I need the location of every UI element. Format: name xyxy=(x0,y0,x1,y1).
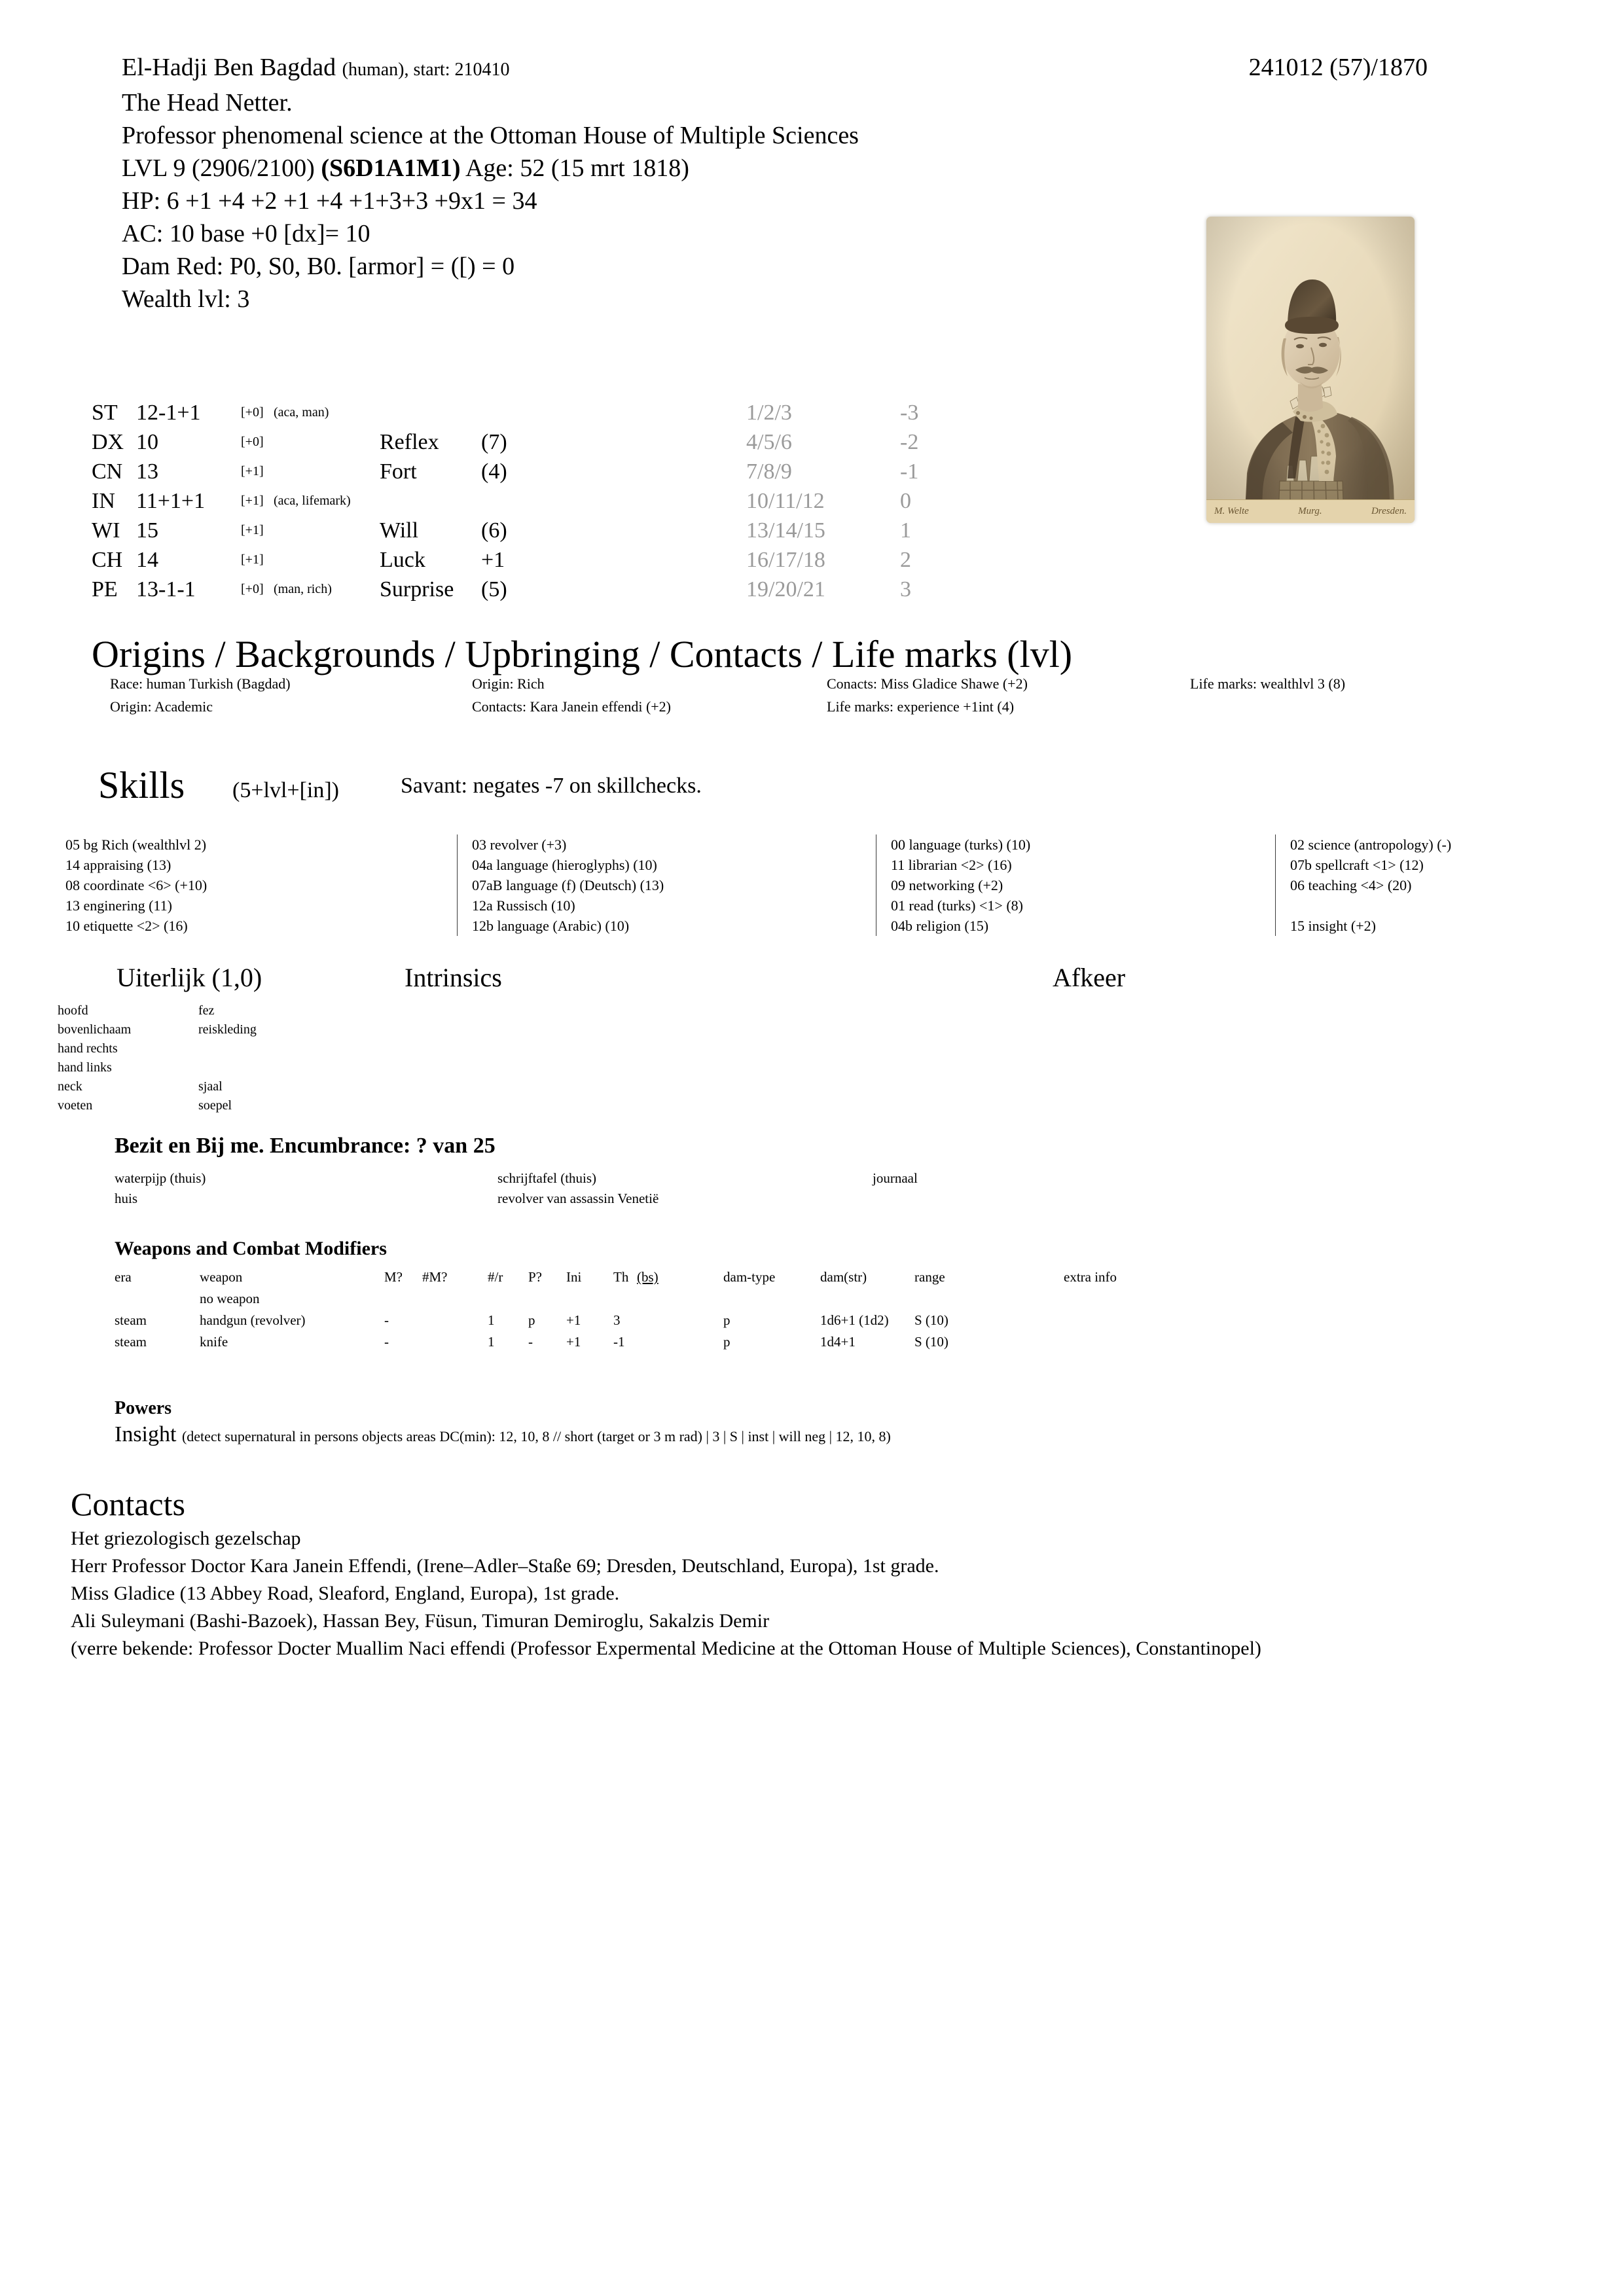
character-occupation: Professor phenomenal science at the Ottoman House of Multiple Sciences xyxy=(122,122,859,149)
equipment-slot-row xyxy=(58,1001,516,1020)
contact-line: Ali Suleymani (Bashi-Bazoek), Hassan Bey, Füsun, Timuran Demiroglu, Sakalzis Demir xyxy=(71,1610,770,1632)
level-prefix: LVL 9 (2906/2100) xyxy=(122,154,315,182)
stat-range: 13/14/15 xyxy=(746,518,825,543)
afkeer-heading: Afkeer xyxy=(1053,963,1126,992)
equipment-slot-list xyxy=(58,1001,516,1115)
stat-bonus: -3 xyxy=(900,401,919,425)
stat-bonus: 1 xyxy=(900,518,911,543)
stat-modifier: [+1] xyxy=(241,523,264,537)
col-header-th: Th xyxy=(613,1269,629,1285)
stat-range: 1/2/3 xyxy=(746,401,792,425)
cell-dam-type: p xyxy=(723,1312,731,1328)
contacts-heading: Contacts xyxy=(71,1486,185,1522)
weapons-table-row xyxy=(115,1331,1227,1353)
stat-range: 19/20/21 xyxy=(746,577,825,601)
equipment-slot-row xyxy=(58,1077,516,1096)
damage-reduction: Dam Red: P0, S0, B0. [armor] = ([) = 0 xyxy=(122,253,515,280)
skill-item: 07b spellcraft <1> (12) xyxy=(1290,857,1424,873)
stat-note: (aca, lifemark) xyxy=(274,493,351,508)
skill-item: 05 bg Rich (wealthlvl 2) xyxy=(65,836,207,853)
slot-item: sjaal xyxy=(198,1079,223,1094)
skills-columns xyxy=(51,834,1583,936)
character-name-suffix: (human), start: 210410 xyxy=(342,60,510,80)
stat-value: 10 xyxy=(136,430,158,454)
col-header-per-round: #/r xyxy=(488,1269,503,1285)
stat-row xyxy=(92,486,1139,516)
skill-item: 15 insight (+2) xyxy=(1290,918,1376,934)
skill-item: 08 coordinate <6> (+10) xyxy=(65,877,208,893)
stat-bonus: -1 xyxy=(900,459,919,484)
col-header-era: era xyxy=(115,1269,132,1285)
save-label: Luck xyxy=(380,548,425,572)
cell-weapon: no weapon xyxy=(200,1291,260,1306)
skill-item: 07aB language (f) (Deutsch) (13) xyxy=(472,877,664,893)
power-detail: (detect supernatural in persons objects areas DC(min): 12, 10, 8 // short (target or 3 m rad) | 3 | S | inst | will neg | 12, 10, 8) xyxy=(181,1428,891,1444)
col-header-bs: (bs) xyxy=(637,1269,659,1285)
possession-item: huis xyxy=(115,1191,138,1206)
origins-line: Contacts: Kara Janein effendi (+2) xyxy=(472,698,672,715)
stat-abbr: ST xyxy=(92,401,118,425)
power-entry xyxy=(115,1420,891,1451)
possession-item: revolver van assassin Venetië xyxy=(497,1191,659,1206)
skill-item: 06 teaching <4> (20) xyxy=(1290,877,1412,893)
character-level-line xyxy=(122,152,1104,185)
col-header-extra-info: extra info xyxy=(1064,1269,1117,1285)
cell-weapon: knife xyxy=(200,1334,228,1350)
skill-item: 11 librarian <2> (16) xyxy=(891,857,1012,873)
equipment-slot-row xyxy=(58,1096,516,1115)
slot-item: fez xyxy=(198,1003,215,1018)
slot-label: neck xyxy=(58,1079,82,1094)
stat-range: 16/17/18 xyxy=(746,548,825,572)
stat-modifier: [+0] xyxy=(241,582,264,596)
stat-abbr: CN xyxy=(92,459,123,484)
cell-weapon: handgun (revolver) xyxy=(200,1312,306,1328)
save-value: (6) xyxy=(481,518,507,543)
possession-item: schrijftafel (thuis) xyxy=(497,1170,597,1186)
save-value: (5) xyxy=(481,577,507,601)
stat-row xyxy=(92,457,1139,486)
weapons-heading: Weapons and Combat Modifiers xyxy=(115,1238,387,1259)
stat-row xyxy=(92,545,1139,575)
stat-modifier: [+0] xyxy=(241,435,264,449)
col-header-p: P? xyxy=(528,1269,542,1285)
cell-ini: +1 xyxy=(566,1312,581,1328)
hit-points: HP: 6 +1 +4 +2 +1 +4 +1+3+3 +9x1 = 34 xyxy=(122,187,537,215)
equipment-slot-row xyxy=(58,1039,516,1058)
col-header-dam-str: dam(str) xyxy=(820,1269,867,1285)
stat-modifier: [+1] xyxy=(241,552,264,567)
stat-abbr: IN xyxy=(92,489,115,513)
possession-item: journaal xyxy=(873,1170,918,1186)
stat-row xyxy=(92,516,1139,545)
skill-item: 00 language (turks) (10) xyxy=(891,836,1031,853)
save-value: (7) xyxy=(481,430,507,454)
contact-line: Herr Professor Doctor Kara Janein Effendi, (Irene–Adler–Staße 69; Dresden, Deutschland, Europa), 1st grade. xyxy=(71,1555,939,1577)
origins-line: Life marks: experience +1int (4) xyxy=(827,698,1015,715)
stat-row xyxy=(92,575,1139,604)
powers-heading: Powers xyxy=(115,1398,172,1418)
cell-dam-str: 1d6+1 (1d2) xyxy=(820,1312,889,1328)
skill-item: 12b language (Arabic) (10) xyxy=(472,918,630,934)
stat-modifier: [+1] xyxy=(241,493,264,508)
skills-savant-note: Savant: negates -7 on skillchecks. xyxy=(401,774,702,798)
stat-abbr: PE xyxy=(92,577,118,601)
possessions-column xyxy=(115,1168,206,1209)
skills-column xyxy=(876,834,1275,936)
weapons-table-row xyxy=(115,1310,1227,1331)
skills-column xyxy=(51,834,457,936)
stat-row xyxy=(92,398,1139,427)
slot-label: hoofd xyxy=(58,1003,88,1018)
contact-line: (verre bekende: Professor Docter Muallim Naci effendi (Professor Expermental Medicine at the Ottoman House of Multiple Sciences), Constantinopel) xyxy=(71,1638,1261,1659)
origins-line: Origin: Academic xyxy=(110,698,213,715)
cell-th: -1 xyxy=(613,1334,625,1350)
slot-label: hand links xyxy=(58,1060,112,1075)
wealth-level: Wealth lvl: 3 xyxy=(122,285,250,313)
origins-line: Origin: Rich xyxy=(472,675,545,692)
stat-row xyxy=(92,427,1139,457)
photo-caption-center: Murg. xyxy=(1298,506,1322,516)
save-value: (4) xyxy=(481,459,507,484)
stat-modifier: [+0] xyxy=(241,405,264,420)
weapons-table-row xyxy=(115,1288,1227,1310)
level-age: Age: 52 (15 mrt 1818) xyxy=(465,154,689,182)
photo-caption-left: M. Welte xyxy=(1214,506,1249,516)
stat-value: 12-1+1 xyxy=(136,401,201,425)
skill-item: 13 enginering (11) xyxy=(65,897,172,914)
character-name: El-Hadji Ben Bagdad xyxy=(122,54,336,81)
stat-value: 13 xyxy=(136,459,158,484)
origins-column xyxy=(827,672,1028,718)
contacts-list xyxy=(71,1525,1445,1662)
stat-bonus: 3 xyxy=(900,577,911,601)
skill-item: 14 appraising (13) xyxy=(65,857,171,873)
portrait-illustration xyxy=(1206,217,1415,523)
skill-item: 02 science (antropology) (-) xyxy=(1290,836,1452,853)
skills-formula: (5+lvl+[in]) xyxy=(232,778,339,802)
skill-item: 01 read (turks) <1> (8) xyxy=(891,897,1023,914)
origins-line: Race: human Turkish (Bagdad) xyxy=(110,675,291,692)
cell-m: - xyxy=(384,1312,389,1328)
cell-range: S (10) xyxy=(914,1334,948,1350)
cell-th: 3 xyxy=(613,1312,621,1328)
contact-line: Het griezologisch gezelschap xyxy=(71,1528,301,1549)
contact-line: Miss Gladice (13 Abbey Road, Sleaford, England, Europa), 1st grade. xyxy=(71,1583,620,1604)
level-code: (S6D1A1M1) xyxy=(321,154,461,182)
ability-scores-block xyxy=(92,398,1139,604)
origins-line: Conacts: Miss Gladice Shawe (+2) xyxy=(827,675,1028,692)
cell-p: p xyxy=(528,1312,535,1328)
intrinsics-heading: Intrinsics xyxy=(405,963,502,992)
cell-era: steam xyxy=(115,1334,147,1350)
document-id: 241012 (57)/1870 xyxy=(1248,54,1428,81)
stat-value: 14 xyxy=(136,548,158,572)
skills-column xyxy=(457,834,876,936)
cell-dam-str: 1d4+1 xyxy=(820,1334,856,1350)
skill-item: 03 revolver (+3) xyxy=(472,836,567,853)
photo-studio-caption xyxy=(1206,499,1415,523)
col-header-m: M? xyxy=(384,1269,403,1285)
uiterlijk-heading: Uiterlijk (1,0) xyxy=(117,963,262,992)
stat-modifier: [+1] xyxy=(241,464,264,478)
save-label: Surprise xyxy=(380,577,454,601)
skill-item: 09 networking (+2) xyxy=(891,877,1003,893)
origins-column xyxy=(110,672,291,718)
weapons-table xyxy=(115,1266,1227,1353)
col-header-weapon: weapon xyxy=(200,1269,243,1285)
slot-label: bovenlichaam xyxy=(58,1022,132,1037)
cell-m: - xyxy=(384,1334,389,1350)
stat-bonus: 0 xyxy=(900,489,911,513)
skill-item: 04b religion (15) xyxy=(891,918,989,934)
origins-line: Life marks: wealthlvl 3 (8) xyxy=(1190,675,1346,692)
stat-value: 13-1-1 xyxy=(136,577,196,601)
cell-ini: +1 xyxy=(566,1334,581,1350)
skill-item: 12a Russisch (10) xyxy=(472,897,575,914)
stat-note: (aca, man) xyxy=(274,405,329,420)
slot-label: hand rechts xyxy=(58,1041,118,1056)
col-header-ini: Ini xyxy=(566,1269,582,1285)
stat-abbr: DX xyxy=(92,430,124,454)
cell-p: - xyxy=(528,1334,533,1350)
origins-heading: Origins / Backgrounds / Upbringing / Contacts / Life marks (lvl) xyxy=(92,633,1073,675)
slot-item: soepel xyxy=(198,1098,232,1113)
stat-value: 11+1+1 xyxy=(136,489,206,513)
character-header xyxy=(122,51,1104,315)
weapons-table-header-row xyxy=(115,1266,1227,1288)
stat-range: 10/11/12 xyxy=(746,489,825,513)
cell-range: S (10) xyxy=(914,1312,948,1328)
stat-bonus: 2 xyxy=(900,548,911,572)
possessions-heading: Bezit en Bij me. Encumbrance: ? van 25 xyxy=(115,1134,496,1158)
cell-era: steam xyxy=(115,1312,147,1328)
col-header-dam-type: dam-type xyxy=(723,1269,776,1285)
origins-column xyxy=(472,672,671,718)
save-value: +1 xyxy=(481,548,505,572)
origins-column xyxy=(1190,672,1345,695)
equipment-slot-row xyxy=(58,1020,516,1039)
save-label: Will xyxy=(380,518,419,543)
stat-range: 4/5/6 xyxy=(746,430,792,454)
stat-note: (man, rich) xyxy=(274,582,332,596)
photo-caption-right: Dresden. xyxy=(1371,506,1407,516)
armor-class: AC: 10 base +0 [dx]= 10 xyxy=(122,220,370,247)
cell-per-round: 1 xyxy=(488,1334,495,1350)
character-title: The Head Netter. xyxy=(122,89,293,117)
possession-item: waterpijp (thuis) xyxy=(115,1170,206,1186)
slot-label: voeten xyxy=(58,1098,93,1113)
slot-item: reiskleding xyxy=(198,1022,257,1037)
cell-dam-type: p xyxy=(723,1334,731,1350)
stat-value: 15 xyxy=(136,518,158,543)
stat-bonus: -2 xyxy=(900,430,919,454)
stat-abbr: WI xyxy=(92,518,120,543)
stat-abbr: CH xyxy=(92,548,123,572)
skills-heading: Skills xyxy=(98,764,185,806)
skill-item: 10 etiquette <2> (16) xyxy=(65,918,188,934)
power-name: Insight xyxy=(115,1422,177,1446)
col-header-range: range xyxy=(914,1269,945,1285)
stat-range: 7/8/9 xyxy=(746,459,792,484)
possessions-column xyxy=(873,1168,918,1189)
possessions-column xyxy=(497,1168,659,1209)
cell-per-round: 1 xyxy=(488,1312,495,1328)
col-header-num-m: #M? xyxy=(422,1269,448,1285)
equipment-slot-row xyxy=(58,1058,516,1077)
save-label: Fort xyxy=(380,459,417,484)
character-portrait-photo xyxy=(1206,217,1415,523)
skill-item: 04a language (hieroglyphs) (10) xyxy=(472,857,657,873)
skills-column xyxy=(1275,834,1583,936)
save-label: Reflex xyxy=(380,430,439,454)
character-name-line xyxy=(122,51,1104,86)
